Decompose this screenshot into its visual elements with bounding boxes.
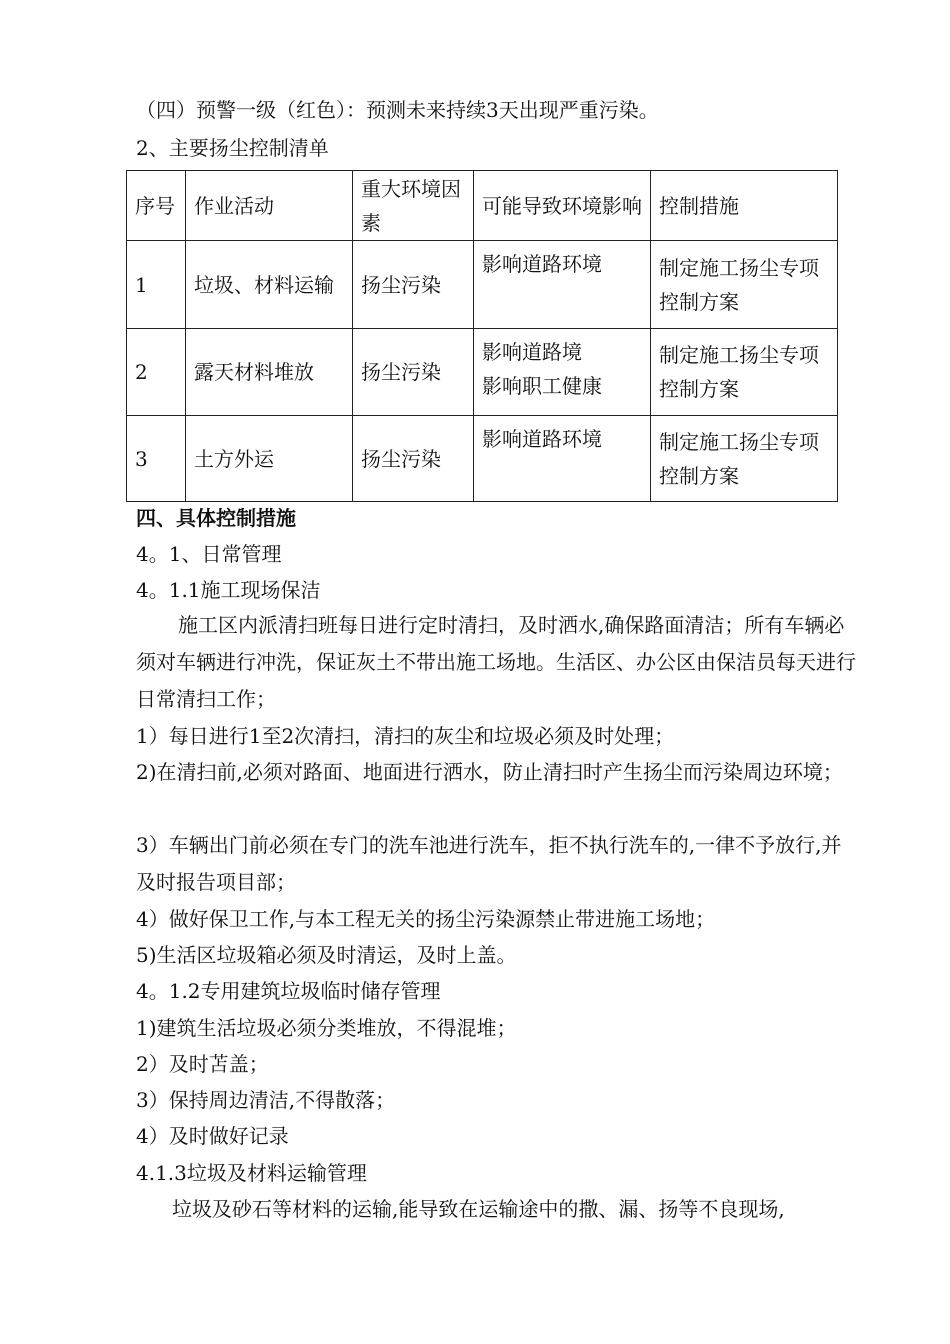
activity-cell: 露天材料堆放 (186, 329, 353, 416)
dust-control-table (126, 170, 838, 502)
header-cell: 序号 (127, 171, 186, 241)
header-cell: 控制措施 (651, 171, 838, 241)
row-number-cell: 1 (127, 241, 186, 329)
section-4-1-heading: 4。1、日常管理 (136, 542, 282, 566)
measure-cell: 制定施工扬尘专项控制方案 (651, 241, 838, 329)
warning-level-1-line: （四）预警一级（红色）：预测未来持续3天出现严重污染。 (136, 98, 659, 122)
section-4-1-1-heading: 4。1.1施工现场保洁 (136, 578, 321, 602)
storage-item-2: 2）及时苫盖； (136, 1052, 269, 1076)
header-cell: 作业活动 (186, 171, 353, 241)
site-cleaning-paragraph: 施工区内派清扫班每日进行定时清扫，及时洒水,确保路面清洁；所有车辆必须对车辆进行冲洗，保证灰土不带出施工场地。生活区、办公区由保洁员每天进行日常清扫工作； (136, 613, 856, 711)
impact-cell: 影响道路环境 (474, 241, 651, 329)
header-cell: 可能导致环境影响 (474, 171, 651, 241)
factor-cell: 扬尘污染 (353, 241, 474, 329)
measure-cell: 制定施工扬尘专项控制方案 (651, 329, 838, 416)
table-row (127, 416, 838, 502)
impact-cell: 影响道路环境 (474, 416, 651, 502)
table-row (127, 241, 838, 329)
factor-cell: 扬尘污染 (353, 416, 474, 502)
row-number-cell: 3 (127, 416, 186, 502)
transport-paragraph: 垃圾及砂石等材料的运输,能导致在运输途中的撒、漏、扬等不良现场, (172, 1197, 785, 1221)
storage-item-3: 3）保持周边清洁,不得散落； (136, 1088, 396, 1112)
storage-item-4: 4）及时做好记录 (136, 1124, 289, 1148)
section-4-1-2-heading: 4。1.2专用建筑垃圾临时储存管理 (136, 979, 441, 1003)
factor-cell: 扬尘污染 (353, 329, 474, 416)
table-header-row (127, 171, 838, 241)
table-row (127, 329, 838, 416)
cleaning-item-4: 4）做好保卫工作,与本工程无关的扬尘污染源禁止带进施工场地； (136, 907, 716, 931)
section-4-heading: 四、具体控制措施 (136, 506, 296, 530)
section-4-1-3-heading: 4.1.3垃圾及材料运输管理 (136, 1161, 367, 1185)
cleaning-item-5: 5)生活区垃圾箱必须及时清运，及时上盖。 (136, 943, 517, 967)
activity-cell: 垃圾、材料运输 (186, 241, 353, 329)
header-cell: 重大环境因素 (353, 171, 474, 241)
impact-cell: 影响道路境 影响职工健康 (474, 329, 651, 416)
activity-cell: 土方外运 (186, 416, 353, 502)
storage-item-1: 1)建筑生活垃圾必须分类堆放，不得混堆； (136, 1016, 517, 1040)
cleaning-item-1: 1）每日进行1至2次清扫，清扫的灰尘和垃圾必须及时处理； (136, 724, 675, 748)
row-number-cell: 2 (127, 329, 186, 416)
dust-control-list-title: 2、主要扬尘控制清单 (136, 136, 329, 160)
cleaning-item-2: 2)在清扫前,必须对路面、地面进行洒水，防止清扫时产生扬尘而污染周边环境； (136, 760, 843, 784)
measure-cell: 制定施工扬尘专项控制方案 (651, 416, 838, 502)
cleaning-item-3: 3）车辆出门前必须在专门的洗车池进行洗车，拒不执行洗车的,一律不予放行,并及时报告项目部； (136, 833, 842, 894)
